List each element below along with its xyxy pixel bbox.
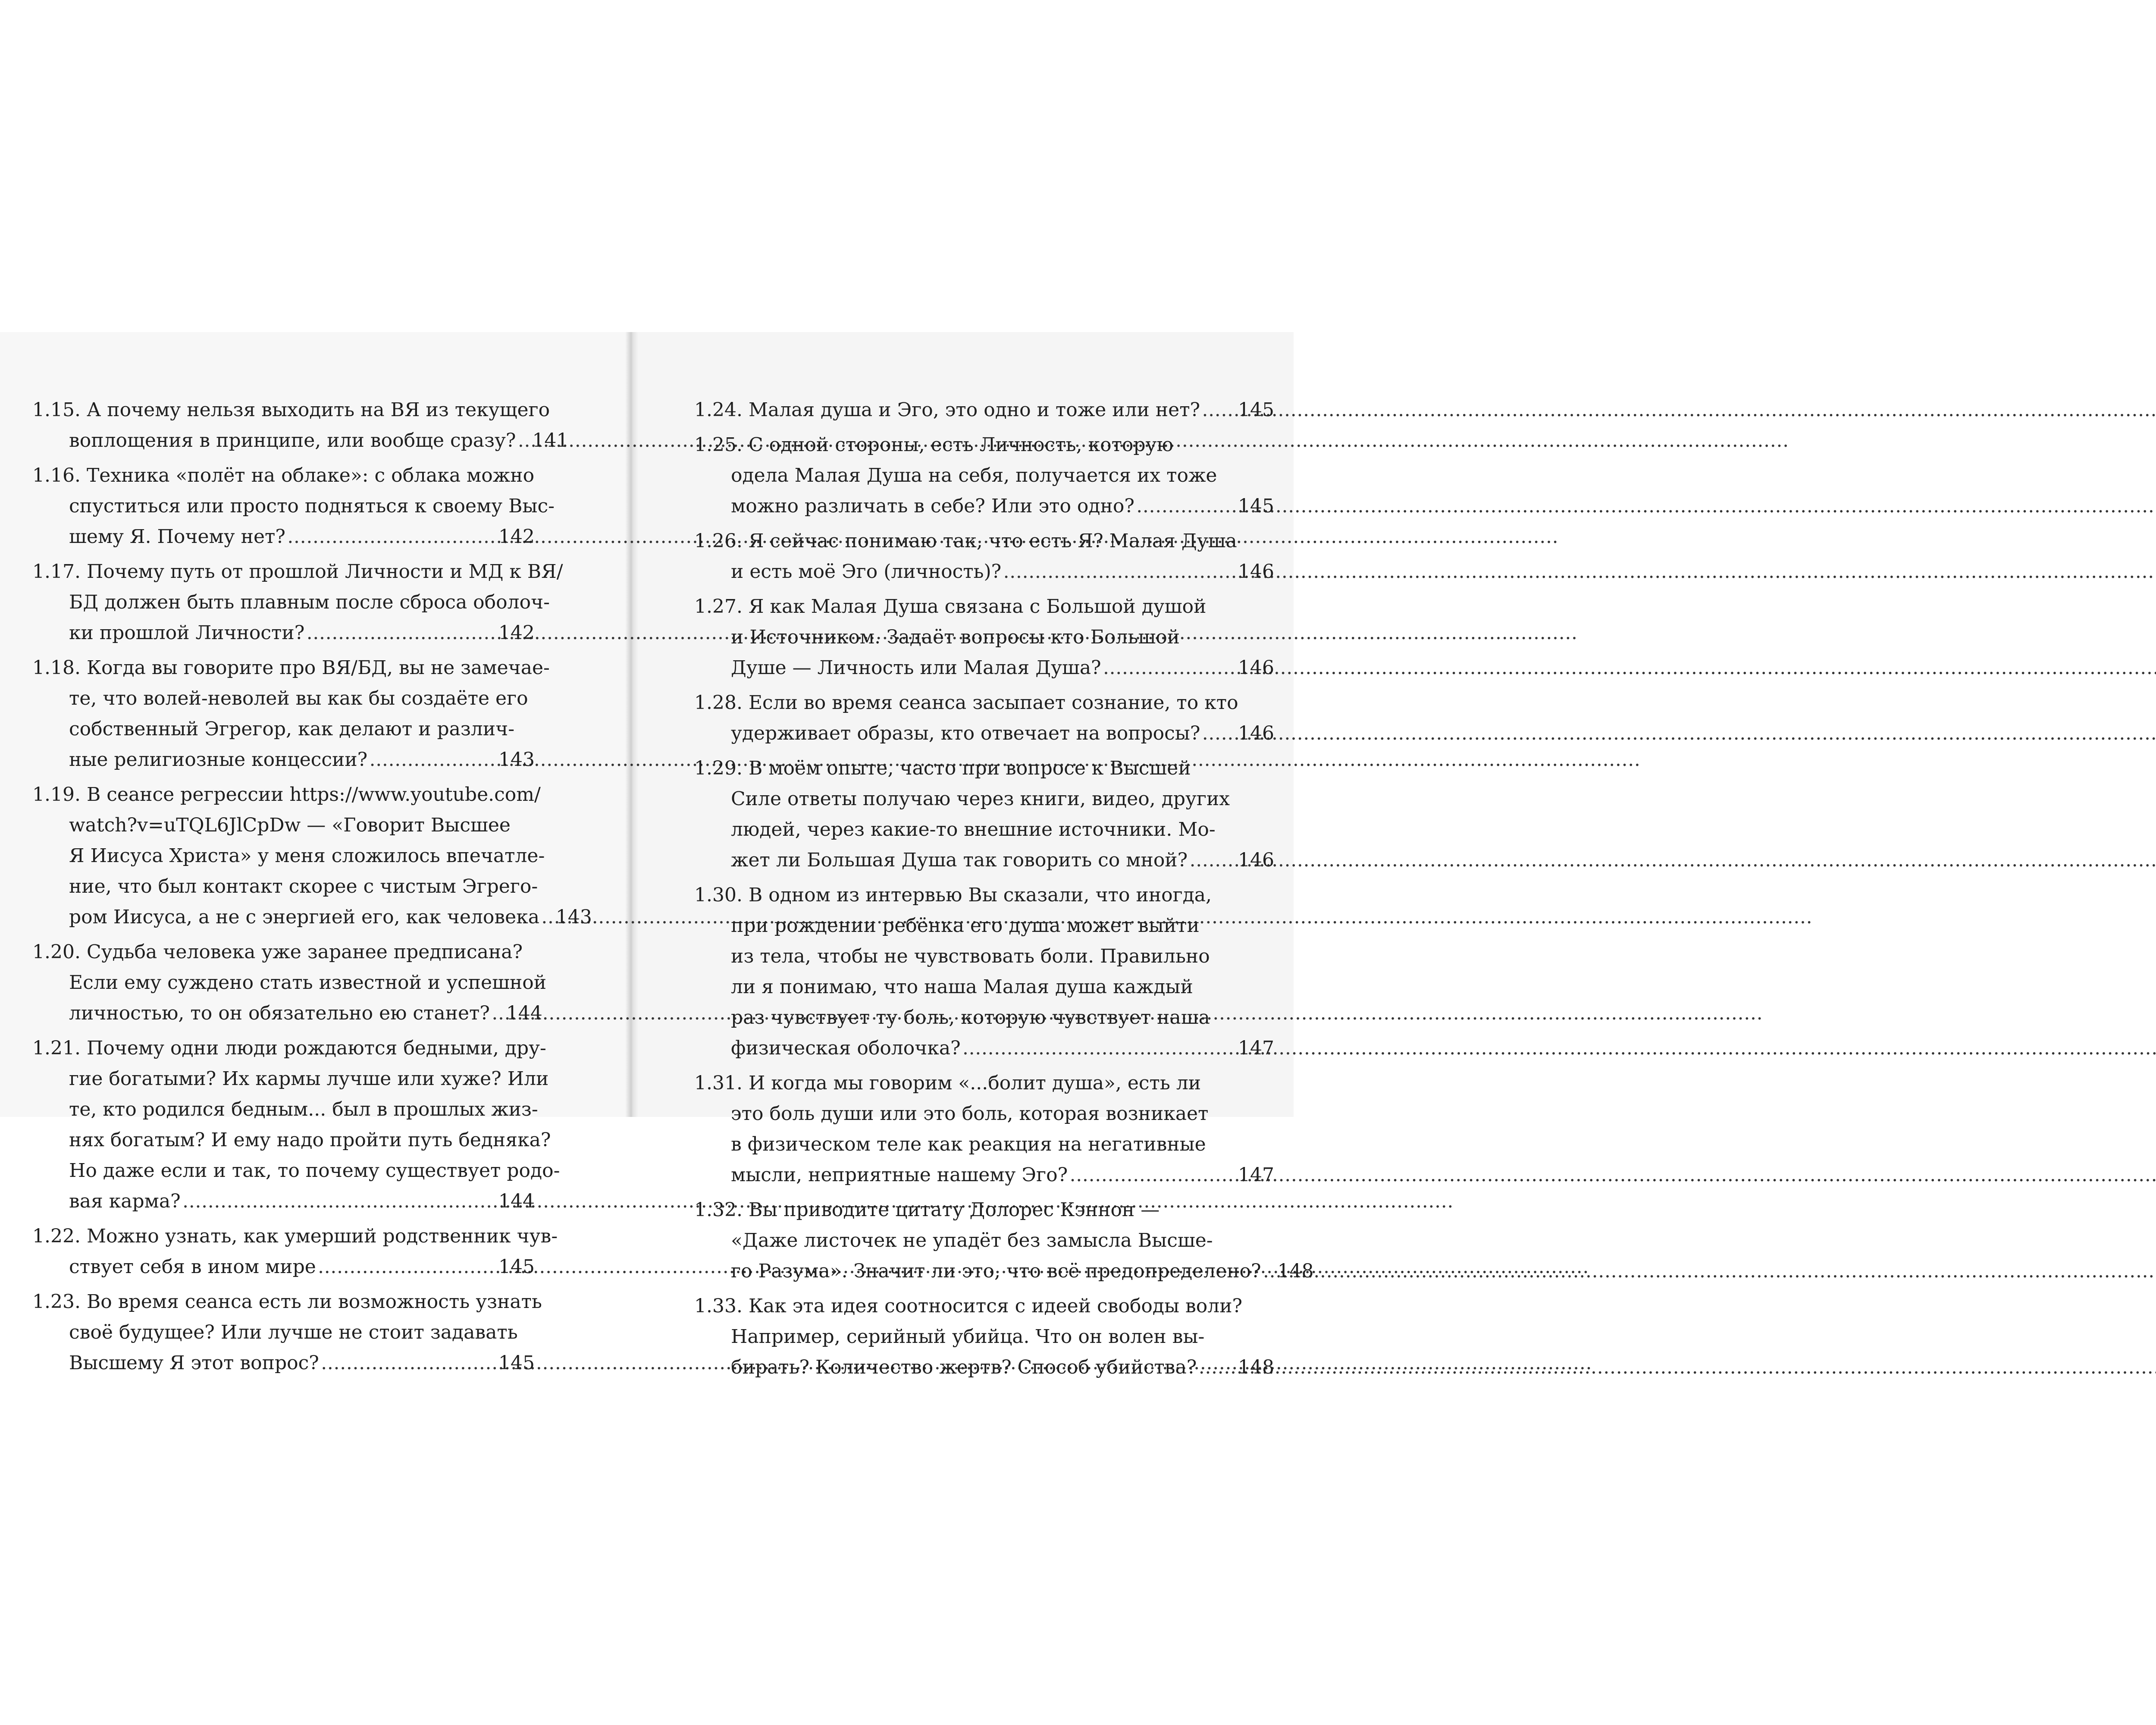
toc-entry-last-line xyxy=(694,556,1274,587)
toc-entry-line: Я Иисуса Христа» у меня сложилось впечатле- xyxy=(69,845,545,867)
toc-entry-text: личностью, то он обязательно ею станет? xyxy=(69,1002,490,1024)
toc-entry-last-line xyxy=(32,744,535,775)
page-number: 141 xyxy=(532,430,569,452)
page-number: 142 xyxy=(498,526,535,548)
leader-dots xyxy=(1200,395,1238,425)
toc-entry-text: жет ли Большая Душа так говорить со мной? xyxy=(731,849,1188,871)
toc-entry-line: 1.27. Я как Малая Душа связана с Большой душой xyxy=(694,596,1206,618)
toc-entry-last-line xyxy=(694,395,1274,425)
toc-entry-text: и есть моё Эго (личность)? xyxy=(731,561,1002,583)
toc-entry-text: Высшему Я этот вопрос? xyxy=(69,1352,319,1374)
page-number: 144 xyxy=(506,1002,542,1024)
leader-dots xyxy=(316,1251,498,1282)
toc-entry-last-line xyxy=(694,1256,1314,1286)
toc-entry-line: 1.20. Судьба человека уже заранее предписана? xyxy=(32,941,523,963)
toc-entry-line: 1.30. В одном из интервью Вы сказали, что иногда, xyxy=(694,884,1212,906)
toc-entry-line: 1.18. Когда вы говорите про ВЯ/БД, вы не замечае- xyxy=(32,657,550,679)
leader-dots xyxy=(1200,718,1238,749)
page-number: 145 xyxy=(498,1256,535,1278)
leader-dots xyxy=(539,902,556,932)
toc-entry xyxy=(694,1068,1274,1190)
toc-entry-line: Например, серийный убийца. Что он волен вы- xyxy=(731,1326,1205,1348)
toc-entry xyxy=(32,395,569,456)
toc-entry-last-line xyxy=(694,718,1274,749)
page-number: 146 xyxy=(1238,561,1274,583)
toc-entry-last-line xyxy=(694,652,1274,683)
toc-entry xyxy=(694,591,1274,683)
page-number: 147 xyxy=(1238,1037,1274,1059)
toc-entry-last-line xyxy=(32,425,569,456)
page-number: 145 xyxy=(1238,495,1274,517)
toc-entry-last-line xyxy=(694,845,1274,875)
toc-entry-line: 1.22. Можно узнать, как умерший родственник чув- xyxy=(32,1225,558,1247)
toc-entry-line: и Источником. Задаёт вопросы кто Большой xyxy=(731,626,1180,648)
toc-entry-line: 1.25. С одной стороны, есть Личность, которую xyxy=(694,434,1173,456)
toc-entry-last-line xyxy=(32,1251,535,1282)
toc-entry-text: ки прошлой Личности? xyxy=(69,622,305,644)
toc-entry xyxy=(32,1221,558,1282)
toc-entry-line: те, кто родился бедным... был в прошлых жиз- xyxy=(69,1098,538,1120)
toc-entry-text: мысли, неприятные нашему Эго? xyxy=(731,1164,1068,1186)
toc-entry-text: бирать? Количество жертв? Способ убийства? xyxy=(731,1356,1197,1378)
leader-dots xyxy=(1188,845,1238,875)
leader-dots xyxy=(319,1348,498,1378)
toc-entry xyxy=(694,1291,1274,1383)
leader-dots xyxy=(1134,491,1238,521)
toc-entry-line: из тела, чтобы не чувствовать боли. Правильно xyxy=(731,945,1210,967)
toc-entry-text: Душе — Личность или Малая Душа? xyxy=(731,657,1101,679)
toc-entry-line: 1.33. Как эта идея соотносится с идеей свободы воли? xyxy=(694,1295,1243,1317)
leader-dots xyxy=(1197,1352,1238,1383)
toc-entry-line: 1.26. Я сейчас понимаю так, что есть Я? Малая Душа xyxy=(694,530,1237,552)
leader-dots xyxy=(181,1186,498,1217)
page-number: 147 xyxy=(1238,1164,1274,1186)
toc-entry-text: ствует себя в ином мире xyxy=(69,1256,316,1278)
toc-entry-line: БД должен быть плавным после сброса оболоч- xyxy=(69,591,550,613)
toc-entry-line: людей, через какие-то внешние источники. Мо- xyxy=(731,819,1216,841)
leader-dots xyxy=(1068,1160,1238,1190)
page-number: 148 xyxy=(1277,1260,1314,1282)
toc-entry xyxy=(32,779,592,932)
toc-entry-line: 1.21. Почему одни люди рождаются бедными, дру- xyxy=(32,1037,546,1059)
toc-entry-last-line xyxy=(32,1348,535,1378)
toc-entry-last-line xyxy=(32,618,535,648)
toc-entry-text: можно различать в себе? Или это одно? xyxy=(731,495,1134,517)
toc-entry-line: 1.28. Если во время сеанса засыпает сознание, то кто xyxy=(694,692,1238,714)
page-number: 146 xyxy=(1238,849,1274,871)
toc-entry-line: те, что волей-неволей вы как бы создаёте его xyxy=(69,687,528,709)
leader-dots xyxy=(304,618,498,648)
toc-entry xyxy=(694,430,1274,521)
toc-entry-last-line xyxy=(32,1186,535,1217)
toc-entry-line: гие богатыми? Их кармы лучше или хуже? Или xyxy=(69,1068,549,1090)
toc-entry-line: 1.16. Техника «полёт на облаке»: с облака можно xyxy=(32,464,535,486)
toc-entry-line: Но даже если и так, то почему существует родо- xyxy=(69,1160,560,1182)
toc-entry-text: удерживает образы, кто отвечает на вопросы? xyxy=(731,722,1200,744)
toc-entry-line: это боль души или это боль, которая возникает xyxy=(731,1103,1209,1125)
leader-dots xyxy=(285,521,498,552)
toc-entry-line: 1.31. И когда мы говорим «...болит душа», есть ли xyxy=(694,1072,1201,1094)
page-number: 144 xyxy=(498,1190,535,1212)
page-number: 143 xyxy=(498,749,535,771)
toc-entry-text: шему Я. Почему нет? xyxy=(69,526,285,548)
left-toc-column xyxy=(32,395,592,1383)
right-toc-column xyxy=(694,395,1314,1387)
toc-entry xyxy=(694,880,1274,1063)
leader-dots xyxy=(1001,556,1238,587)
toc-entry-text: го Разума». Значит ли это, что всё предопределено? xyxy=(731,1260,1261,1282)
toc-entry-line: «Даже листочек не упадёт без замысла Высше- xyxy=(731,1229,1213,1251)
toc-entry-line: собственный Эгрегор, как делают и различ- xyxy=(69,718,515,740)
toc-entry xyxy=(694,526,1274,587)
toc-entry-text: воплощения в принципе, или вообще сразу? xyxy=(69,430,516,452)
leader-dots xyxy=(1261,1256,1278,1286)
page-number: 148 xyxy=(1238,1356,1274,1378)
toc-entry-line: 1.19. В сеансе регрессии https://www.youtube.com/ xyxy=(32,784,541,806)
leader-dots xyxy=(490,998,506,1029)
toc-entry xyxy=(694,753,1274,875)
toc-entry-line: одела Малая Душа на себя, получается их тоже xyxy=(731,464,1217,486)
leader-dots xyxy=(961,1033,1238,1063)
toc-entry-line: 1.17. Почему путь от прошлой Личности и МД к ВЯ/ xyxy=(32,561,563,583)
toc-entry-line: 1.29. В моём опыте, часто при вопросе к Высшей xyxy=(694,757,1191,779)
toc-entry xyxy=(32,556,563,648)
toc-entry-last-line xyxy=(694,1352,1274,1383)
leader-dots xyxy=(367,744,498,775)
toc-entry-line: нях богатым? И ему надо пройти путь бедняка? xyxy=(69,1129,551,1151)
toc-entry xyxy=(32,1033,560,1217)
toc-entry-text: ром Иисуса, а не с энергией его, как человека xyxy=(69,906,539,928)
toc-entry-line: 1.23. Во время сеанса есть ли возможность узнать xyxy=(32,1291,542,1313)
toc-entry-last-line xyxy=(32,902,592,932)
toc-entry-line: ли я понимаю, что наша Малая душа каждый xyxy=(731,976,1193,998)
page-number: 143 xyxy=(555,906,592,928)
toc-entry-line: watch?v=uTQL6JlCpDw — «Говорит Высшее xyxy=(69,814,511,836)
toc-entry-line: своё будущее? Или лучше не стоит задавать xyxy=(69,1321,518,1343)
toc-entry-last-line xyxy=(32,521,535,552)
page-number: 145 xyxy=(1238,399,1274,421)
toc-entry-last-line xyxy=(32,998,542,1029)
toc-entry xyxy=(32,460,555,552)
leader-dots xyxy=(1101,652,1238,683)
toc-entry xyxy=(694,395,1274,425)
toc-entry-line: 1.32. Вы приводите цитату Долорес Кэннон — xyxy=(694,1199,1160,1221)
page-number: 145 xyxy=(498,1352,535,1374)
toc-entry-line: раз чувствует ту боль, которую чувствует наша xyxy=(731,1007,1210,1029)
toc-entry-line: Если ему суждено стать известной и успешной xyxy=(69,972,547,994)
toc-entry xyxy=(694,687,1274,749)
toc-entry-text: физическая оболочка? xyxy=(731,1037,961,1059)
toc-entry-line: 1.15. А почему нельзя выходить на ВЯ из текущего xyxy=(32,399,550,421)
toc-entry-line: Силе ответы получаю через книги, видео, других xyxy=(731,788,1230,810)
toc-entry-text: ные религиозные концессии? xyxy=(69,749,368,771)
toc-entry xyxy=(694,1195,1314,1286)
toc-entry-line: спуститься или просто подняться к своему Выс- xyxy=(69,495,555,517)
toc-entry-last-line xyxy=(694,1033,1274,1063)
toc-entry-text: 1.24. Малая душа и Эго, это одно и тоже или нет? xyxy=(694,399,1200,421)
page-number: 142 xyxy=(498,622,535,644)
toc-entry-line: ние, что был контакт скорее с чистым Эгрего- xyxy=(69,875,538,897)
toc-entry xyxy=(32,937,547,1029)
toc-entry-line: при рождении ребёнка его душа может выйти xyxy=(731,915,1200,937)
toc-entry xyxy=(32,1286,542,1378)
toc-entry-text: вая карма? xyxy=(69,1190,181,1212)
page-number: 146 xyxy=(1238,657,1274,679)
page-number: 146 xyxy=(1238,722,1274,744)
toc-entry xyxy=(32,652,550,775)
toc-entry-last-line xyxy=(694,491,1274,521)
toc-entry-last-line xyxy=(694,1160,1274,1190)
leader-dots xyxy=(516,425,533,456)
toc-entry-line: в физическом теле как реакция на негативные xyxy=(731,1133,1206,1155)
